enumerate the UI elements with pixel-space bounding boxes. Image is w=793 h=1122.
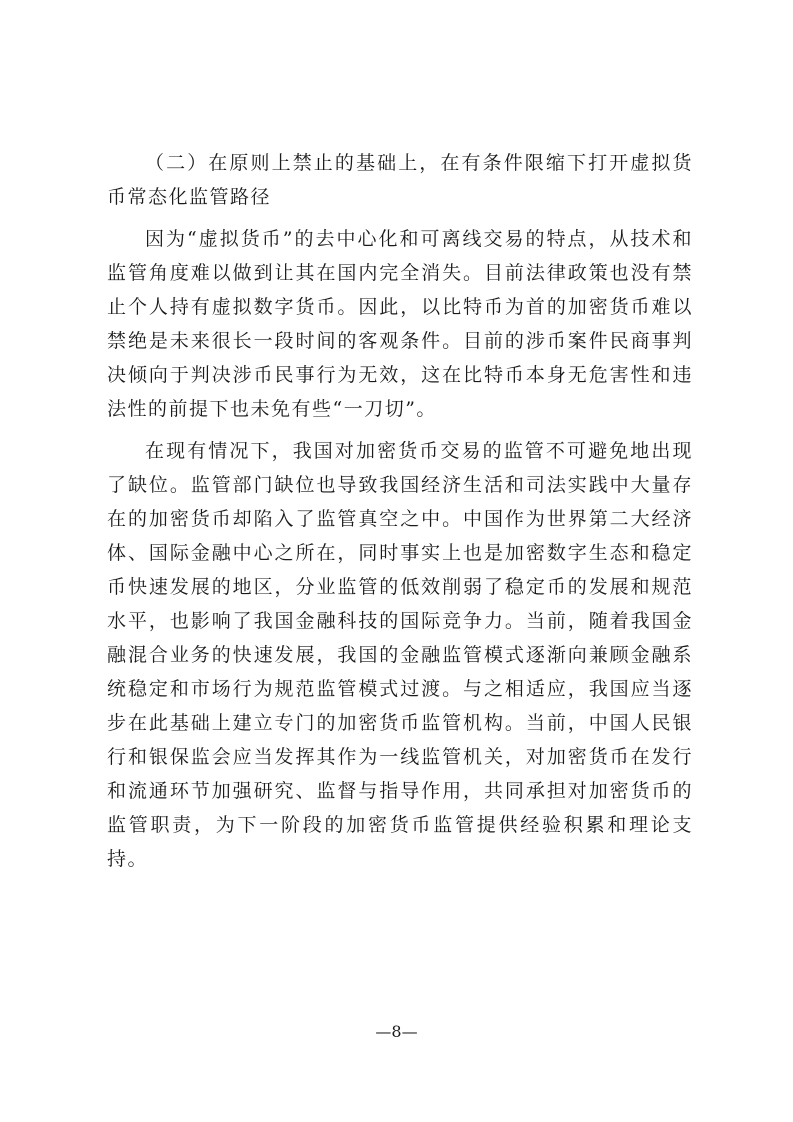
section-heading: （二）在原则上禁止的基础上，在有条件限缩下打开虚拟货币常态化监管路径: [107, 152, 693, 208]
document-body: [107, 146, 693, 884]
paragraph-1: 因为“虚拟货币”的去中心化和可离线交易的特点，从技术和监管角度难以做到让其在国内完全消失。目前法律政策也没有禁止个人持有虚拟数字货币。因此，以比特币为首的加密货币难以禁绝是未来很长一段时间的客观条件。目前的涉币案件民商事判决倾向于判决涉币民事行为无效，这在比特币本身无危害性和违法性的前提下也未免有些“一刀切”。: [107, 228, 693, 420]
paragraph-2: 在现有情况下，我国对加密货币交易的监管不可避免地出现了缺位。监管部门缺位也导致我国经济生活和司法实践中大量存在的加密货币却陷入了监管真空之中。中国作为世界第二大经济体、国际金融中心之所在，同时事实上也是加密数字生态和稳定币快速发展的地区，分业监管的低效削弱了稳定币的发展和规范水平，也影响了我国金融科技的国际竞争力。当前，随着我国金融混合业务的快速发展，我国的金融监管模式逐渐向兼顾金融系统稳定和市场行为规范监管模式过渡。与之相适应，我国应当逐步在此基础上建立专门的加密货币监管机构。当前，中国人民银行和银保监会应当发挥其作为一线监管机关，对加密货币在发行和流通环节加强研究、监督与指导作用，共同承担对加密货币的监管职责，为下一阶段的加密货币监管提供经验积累和理论支持。: [107, 440, 693, 870]
page-number: —8—: [375, 1022, 418, 1041]
